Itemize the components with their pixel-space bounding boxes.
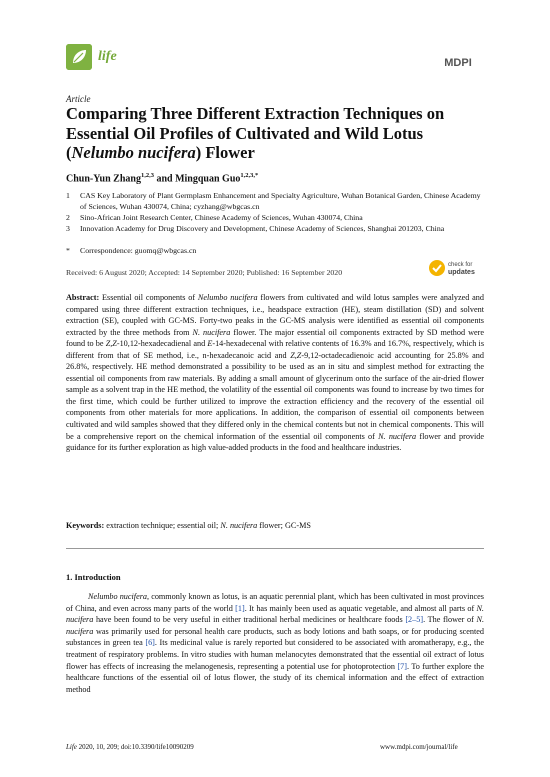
mdpi-logo-icon [440, 54, 476, 70]
author-name: Chun-Yun Zhang [66, 173, 141, 185]
citation-link[interactable]: [6] [145, 638, 155, 648]
leaf-icon [66, 44, 92, 70]
paper-title [66, 104, 486, 163]
journal-logo [66, 44, 92, 70]
journal-name: life [98, 49, 117, 64]
affiliation: 2 Sino-African Joint Research Center, Chinese Academy of Sciences, Wuhan 430074, China [66, 213, 363, 222]
citation-link[interactable]: [2–5] [405, 615, 424, 625]
citation-link[interactable]: [1] [235, 603, 245, 613]
badge-line1: check for [448, 262, 473, 268]
abstract: Abstract: Essential oil components of Nelumbo nucifera flowers from cultivated and wild lotus samples were analyzed and compared using three different extraction techniques, i.e., headspace extraction (HE), steam distillation (SD) and solvent extraction (SE), coupled with GC-MS. Forty-two peaks in the GC-MS analysis were identified as essential oil components extracted by the three methods from N. nucifera flower. The major essential oil components extracted by SD method were found to be Z,Z-10,12-hexadecadienal and E-14-hexadecenal with relative contents of 16.3% and 16.7%, respectively, which is different from that of SE method, i.e., n-hexadecanoic acid and Z,Z-9,12-octadecadienoic acid accounting for 25.8% and 26.8%, respectively. HE method demonstrated a possibility to be used as an in situ and simplest method for extracting the essential oil components from raw materials. By adding a small amount of glycerinum onto the surface of the air-dried flower sample as a solvent trap in the HE method, the volatility of the essential oil components was found to increase by two times for the first time, which could be further utilized to improve the extraction efficiency and the recovery of the essential oil components from other materials for more applications. In addition, the comparison of essential oil components between cultivated and wild samples showed that they differed only in the chemical contents but not in chemical components. This will be a comprehensive report on the chemical information of the essential oil components of N. nucifera flower and provide guidance for its further exploration as high value-added products in the food and healthcare industries. [66, 293, 485, 453]
affiliation: 3 Innovation Academy for Drug Discovery and Development, Chinese Academy of Sciences, Shanghai 201203, China [66, 224, 445, 233]
title-line: Comparing Three Different Extraction Techniques on [66, 104, 445, 123]
updates-icon [429, 260, 445, 276]
section-divider [66, 548, 484, 549]
publication-dates: Received: 6 August 2020; Accepted: 14 September 2020; Published: 16 September 2020 [66, 268, 343, 277]
keywords-label: Keywords: [66, 521, 105, 530]
badge-line2: updates [448, 269, 475, 276]
author-name: Mingquan Guo [175, 173, 241, 185]
abstract-label: Abstract: [66, 293, 100, 302]
title-line: Essential Oil Profiles of Cultivated and Wild Lotus [66, 123, 424, 143]
title-line: (Nelumbo nucifera) Flower [66, 143, 255, 162]
section-heading: 1. Introduction [66, 572, 121, 582]
correspondence: * Correspondence: guomq@wbgcas.cn [66, 246, 197, 255]
journal-url[interactable]: www.mdpi.com/journal/life [380, 743, 458, 751]
citation-footer: Life 2020, 10, 209; doi:10.3390/life10090209 [66, 743, 194, 751]
check-for-updates-badge[interactable] [428, 258, 484, 278]
author-affiliation-marks: 1,2,3,* [240, 172, 259, 179]
publisher-name: MDPI [444, 57, 472, 69]
introduction-paragraph: Nelumbo nucifera, commonly known as lotus, is an aquatic perennial plant, which has been cultivated in most provinces of China, and even across many parts of the world [1]. It has mainly been used as aquatic vegetable, and almost all parts of N. nucifera have been found to be very useful in either traditional herbal medicines or healthcare foods [2–5]. The flower of N. nucifera was primarily used for personal health care products, such as body lotions and bath soaps, or for producing scented substances in green tea [6]. Its medicinal value is rarely reported but considered to be associated with aromatherapy, e.g., the treatment of respiratory problems. In vitro studies with human melanocytes demonstrated that the essential oil extract of lotus flower has effects of increasing the melanogenesis, representing a potential use for photoprotection [7]. To further explore the healthcare functions of the essential oil of lotus flower, the study of its chemical information and the effect of extraction method [66, 592, 484, 694]
author-list: Chun-Yun Zhang$^{1,2,3}$ and Mingquan Guo$^{1,2,3,*}$ [66, 172, 259, 185]
publisher-logo [440, 54, 476, 70]
author-affiliation-marks: 1,2,3 [140, 172, 154, 179]
keywords: Keywords: extraction technique; essential oil; N. nucifera flower; GC-MS [66, 521, 311, 530]
citation-link[interactable]: [7] [397, 661, 407, 671]
affiliation: 1 CAS Key Laboratory of Plant Germplasm Enhancement and Specialty Agriculture, Wuhan Botanical Garden, Chinese Academy of Sciences, Wuhan 430074, China; cyzhang@wbgcas.cn [66, 191, 481, 211]
article-type: Article [66, 94, 91, 104]
